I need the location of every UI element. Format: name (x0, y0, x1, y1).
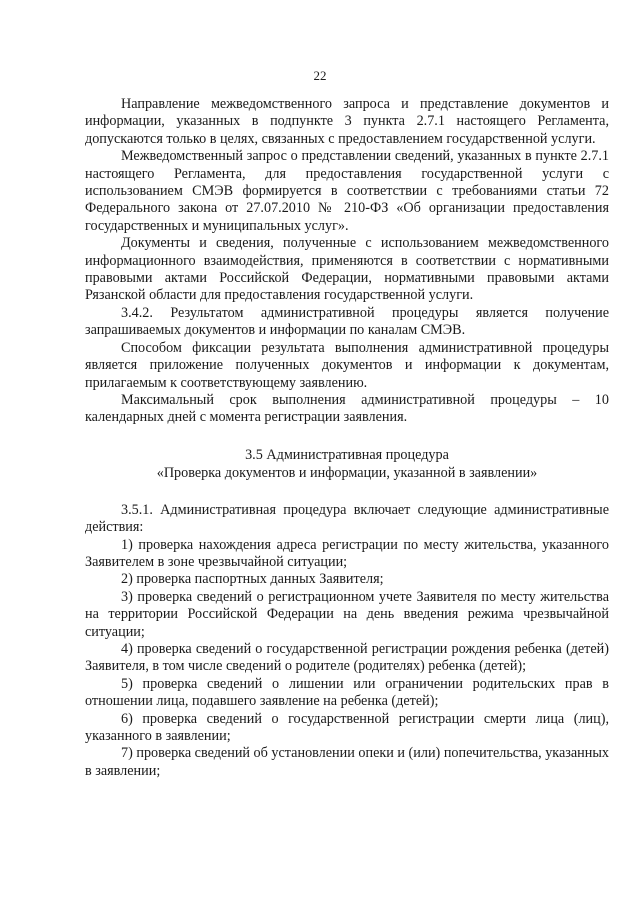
paragraph: 3.5.1. Административная процедура включает следующие административные действия: (85, 501, 609, 536)
paragraph: Способом фиксации результата выполнения административной процедуры является приложение полученных документов и информации к документам, прилагаемым к соответствующему заявлению. (85, 339, 609, 391)
list-item: 7) проверка сведений об установлении опеки и (или) попечительства, указанных в заявлении; (85, 745, 609, 779)
list-item: 1) проверка нахождения адреса регистрации по месту жительства, указанного Заявителем в зоне чрезвычайной ситуации; (85, 536, 609, 570)
list-item: 6) проверка сведений о государственной регистрации смерти лица (лиц), указанного в заявлении; (85, 710, 609, 744)
paragraph: Документы и сведения, полученные с использованием межведомственного информационного взаимодействия, применяются в соответствии с нормативными правовыми актами Российской Федерации, нормативными правовыми актами Рязанской области для предоставления государственной услуги. (85, 235, 609, 304)
list-item: 4) проверка сведений о государственной регистрации рождения ребенка (детей) Заявителя, в том числе сведений о родителе (родителях) ребенка (детей); (85, 640, 609, 675)
paragraph: Межведомственный запрос о представлении сведений, указанных в пункте 2.7.1 настоящего Регламента, для предоставления государственной услуги с использованием СМЭВ формируется в соответствии с требованиями статьи 72 Федерального закона от 27.07.2010 № 210-ФЗ «Об организации предоставления государственных и муниципальных услуг». (85, 148, 609, 234)
paragraph: Максимальный срок выполнения административной процедуры – 10 календарных дней с момента регистрации заявления. (85, 391, 609, 426)
list-item: 5) проверка сведений о лишении или ограничении родительских прав в отношении лица, подавшего заявление на ребенка (детей); (85, 675, 609, 710)
section-heading-subtitle: «Проверка документов и информации, указанной в заявлении» (156, 464, 538, 481)
document-body (85, 96, 609, 780)
section-heading-title: 3.5 Административная процедура (245, 446, 449, 463)
section-heading (85, 446, 609, 482)
page-number: 22 (313, 68, 327, 83)
paragraph: Направление межведомственного запроса и представление документов и информации, указанных в подпункте 3 пункта 2.7.1 настоящего Регламента, допускаются только в целях, связанных с предоставлением государственной услуги. (85, 96, 609, 147)
list-item: 3) проверка сведений о регистрационном учете Заявителя по месту жительства на территории Российской Федерации на день введения режима чрезвычайной ситуации; (85, 588, 609, 640)
list-item: 2) проверка паспортных данных Заявителя; (121, 571, 384, 588)
paragraph: 3.4.2. Результатом административной процедуры является получение запрашиваемых документов и информации по каналам СМЭВ. (85, 304, 609, 339)
